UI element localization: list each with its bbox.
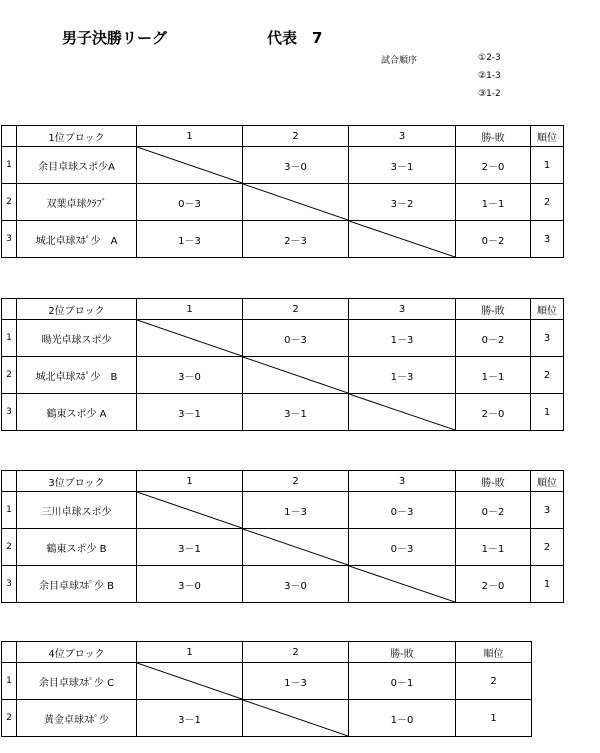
row-number: 1 xyxy=(2,663,17,700)
team-name: 余目卓球ｽﾎﾟ少 C xyxy=(17,663,137,700)
match-score: 1－3 xyxy=(243,492,349,529)
team-name: 余目卓球スポ少A xyxy=(17,147,137,184)
rank: 2 xyxy=(456,663,532,700)
league-table-block-4 xyxy=(1,641,532,737)
table-row xyxy=(2,184,564,221)
header-row xyxy=(2,642,532,663)
table-row xyxy=(2,147,564,184)
match-score: 3－1 xyxy=(349,147,456,184)
diagonal-cell xyxy=(349,221,456,258)
rank: 3 xyxy=(531,221,564,258)
column-header: 3 xyxy=(349,299,456,320)
diagonal-cell xyxy=(243,700,349,737)
match-score: 1－3 xyxy=(137,221,243,258)
block-name: 1位ブロック xyxy=(17,126,137,147)
column-header: 2 xyxy=(243,642,349,663)
column-header: 勝-敗 xyxy=(349,642,456,663)
column-header: 順位 xyxy=(531,126,564,147)
diagonal-cell xyxy=(243,184,349,221)
team-name: 鶴東スポ少 A xyxy=(17,394,137,431)
match-score: 2－3 xyxy=(243,221,349,258)
rank: 1 xyxy=(456,700,532,737)
match-score: 3－0 xyxy=(137,357,243,394)
match-score: 0－3 xyxy=(137,184,243,221)
match-score: 3－1 xyxy=(137,529,243,566)
table-row xyxy=(2,394,564,431)
diagonal-cell xyxy=(349,566,456,603)
table-row xyxy=(2,566,564,603)
block-name: 4位ブロック xyxy=(17,642,137,663)
match-score: 3－1 xyxy=(137,700,243,737)
corner-cell xyxy=(2,299,17,320)
diagonal-cell xyxy=(243,529,349,566)
win-loss: 2－0 xyxy=(456,566,531,603)
rank: 2 xyxy=(531,529,564,566)
win-loss: 1－1 xyxy=(456,357,531,394)
header-row xyxy=(2,299,564,320)
match-order-item: ③1-2 xyxy=(478,89,501,99)
match-score: 3－2 xyxy=(349,184,456,221)
block-name: 2位ブロック xyxy=(17,299,137,320)
column-header: 勝-敗 xyxy=(456,126,531,147)
row-number: 3 xyxy=(2,394,17,431)
team-name: 双葉卓球ｸﾗﾌﾞ xyxy=(17,184,137,221)
page-title: 男子決勝リーグ xyxy=(62,29,168,47)
match-score: 1－3 xyxy=(349,357,456,394)
match-score: 3－0 xyxy=(243,566,349,603)
win-loss: 0－2 xyxy=(456,320,531,357)
rank: 1 xyxy=(531,394,564,431)
row-number: 1 xyxy=(2,147,17,184)
corner-cell xyxy=(2,471,17,492)
match-score: 0－3 xyxy=(349,529,456,566)
win-loss: 1－1 xyxy=(456,184,531,221)
table-row xyxy=(2,663,532,700)
column-header: 3 xyxy=(349,126,456,147)
win-loss: 1－1 xyxy=(456,529,531,566)
column-header: 順位 xyxy=(531,471,564,492)
column-header: 順位 xyxy=(456,642,532,663)
column-header: 1 xyxy=(137,299,243,320)
column-header: 1 xyxy=(137,642,243,663)
column-header: 勝-敗 xyxy=(456,471,531,492)
win-loss: 2－0 xyxy=(456,394,531,431)
diagonal-cell xyxy=(137,492,243,529)
column-header: 2 xyxy=(243,126,349,147)
table-row xyxy=(2,700,532,737)
diagonal-cell xyxy=(137,147,243,184)
team-name: 余目卓球ｽﾎﾟ少 B xyxy=(17,566,137,603)
team-name: 三川卓球スポ少 xyxy=(17,492,137,529)
rank: 3 xyxy=(531,320,564,357)
column-header: 2 xyxy=(243,471,349,492)
row-number: 2 xyxy=(2,184,17,221)
row-number: 3 xyxy=(2,221,17,258)
block-name: 3位ブロック xyxy=(17,471,137,492)
column-header: 1 xyxy=(137,126,243,147)
header-row xyxy=(2,471,564,492)
row-number: 2 xyxy=(2,357,17,394)
match-score: 1－3 xyxy=(349,320,456,357)
win-loss: 2－0 xyxy=(456,147,531,184)
league-table-block-1 xyxy=(1,125,564,258)
table-row xyxy=(2,357,564,394)
column-header: 2 xyxy=(243,299,349,320)
diagonal-cell xyxy=(137,320,243,357)
match-score: 0－3 xyxy=(349,492,456,529)
diagonal-cell xyxy=(349,394,456,431)
match-score: 3－1 xyxy=(137,394,243,431)
row-number: 2 xyxy=(2,529,17,566)
rank: 3 xyxy=(531,492,564,529)
team-name: 黄金卓球ｽﾎﾟ少 xyxy=(17,700,137,737)
row-number: 2 xyxy=(2,700,17,737)
rank: 2 xyxy=(531,357,564,394)
match-order-item: ①2-3 xyxy=(478,53,501,63)
diagonal-cell xyxy=(243,357,349,394)
match-score: 1－3 xyxy=(243,663,349,700)
win-loss: 0－2 xyxy=(456,492,531,529)
table-row xyxy=(2,320,564,357)
column-header: 3 xyxy=(349,471,456,492)
column-header: 順位 xyxy=(531,299,564,320)
team-name: 城北卓球ｽﾎﾟ少 B xyxy=(17,357,137,394)
win-loss: 0－2 xyxy=(456,221,531,258)
rank: 2 xyxy=(531,184,564,221)
table-row xyxy=(2,221,564,258)
diagonal-cell xyxy=(137,663,243,700)
match-order-item: ②1-3 xyxy=(478,71,501,81)
team-name: 暘光卓球スポ少 xyxy=(17,320,137,357)
corner-cell xyxy=(2,642,17,663)
match-order-label: 試合順序 xyxy=(381,56,418,66)
team-name: 鶴東スポ少 B xyxy=(17,529,137,566)
match-score: 3－0 xyxy=(137,566,243,603)
win-loss: 1－0 xyxy=(349,700,456,737)
team-name: 城北卓球ｽﾎﾟ少 A xyxy=(17,221,137,258)
corner-cell xyxy=(2,126,17,147)
column-header: 1 xyxy=(137,471,243,492)
match-score: 3－0 xyxy=(243,147,349,184)
header-row xyxy=(2,126,564,147)
rank: 1 xyxy=(531,566,564,603)
row-number: 1 xyxy=(2,492,17,529)
league-table-block-2 xyxy=(1,298,564,431)
rank: 1 xyxy=(531,147,564,184)
table-row xyxy=(2,492,564,529)
representative-count: 代表 7 xyxy=(267,29,323,47)
win-loss: 0－1 xyxy=(349,663,456,700)
league-table-block-3 xyxy=(1,470,564,603)
column-header: 勝-敗 xyxy=(456,299,531,320)
row-number: 1 xyxy=(2,320,17,357)
row-number: 3 xyxy=(2,566,17,603)
match-score: 0－3 xyxy=(243,320,349,357)
match-score: 3－1 xyxy=(243,394,349,431)
table-row xyxy=(2,529,564,566)
